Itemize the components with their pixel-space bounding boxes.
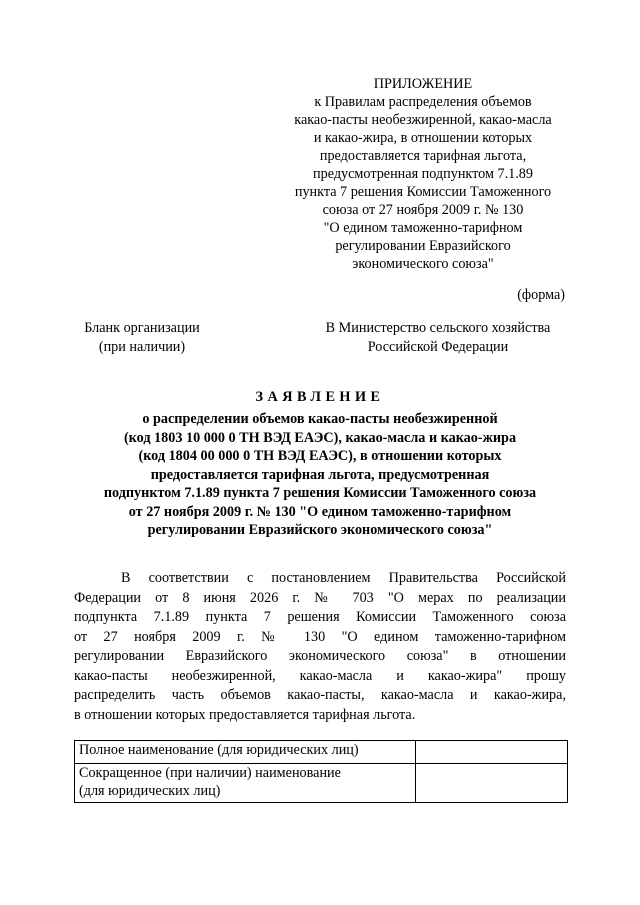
body-line: подпункта 7.1.89 пункта 7 решения Комиссии Таможенного союза: [74, 609, 566, 625]
organization-line: (при наличии): [98, 339, 186, 355]
table-label-cell: [75, 764, 416, 803]
table-label-line: (для юридических лиц): [79, 783, 221, 799]
body-line: от 27 ноября 2009 г. № 130 "О едином таможенно-тарифном: [74, 628, 566, 645]
applicant-info-table: [74, 740, 568, 803]
appendix-line: к Правилам распределения объемов: [314, 94, 532, 110]
appendix-line: регулировании Евразийского: [335, 238, 511, 254]
body-line: какао-пасты необезжиренной, какао-масла и какао-жира" прошу: [74, 667, 566, 684]
ministry-line: Российской Федерации: [367, 339, 509, 355]
table-label-line: Полное наименование (для юридических лиц): [79, 742, 359, 758]
subtitle-line: от 27 ноября 2009 г. № 130 "О едином таможенно-тарифном: [128, 503, 512, 520]
appendix-header: [270, 75, 576, 273]
form-label: (форма): [517, 287, 565, 303]
table-row: [75, 741, 568, 764]
subtitle-line: регулировании Евразийского экономического союза": [147, 522, 493, 538]
organization-line: Бланк организации: [84, 320, 200, 336]
appendix-line: "О едином таможенно-тарифном: [323, 220, 523, 236]
body-line: В соответствии с постановлением Правительства Российской: [121, 570, 566, 586]
appendix-line: пункта 7 решения Комиссии Таможенного: [294, 184, 552, 200]
subtitle-line: предоставляется тарифная льгота, предусмотренная: [150, 466, 490, 483]
document-title: ЗАЯВЛЕНИЕ: [255, 389, 385, 405]
body-line: Федерации от 8 июня 2026 г. № 703 "О мерах по реализации: [74, 589, 566, 606]
appendix-line: и какао-жира, в отношении которых: [313, 130, 533, 146]
body-line: в отношении которых предоставляется тарифная льгота.: [74, 706, 416, 723]
full-name-field[interactable]: [416, 741, 568, 764]
organization-letterhead: [62, 319, 222, 357]
body-line: регулировании Евразийского экономического союза" в отношении: [74, 648, 566, 664]
appendix-line: ПРИЛОЖЕНИЕ: [373, 76, 473, 92]
body-paragraph: [74, 569, 566, 725]
document-subtitle: [60, 410, 580, 540]
body-line: распределить часть объемов какао-пасты, какао-масла и какао-жира,: [74, 687, 566, 703]
subtitle-line: о распределении объемов какао-пасты необезжиренной: [142, 411, 498, 427]
ministry-addressee: [300, 319, 576, 357]
table-row: [75, 764, 568, 803]
subtitle-line: (код 1804 00 000 0 ТН ВЭД ЕАЭС), в отношении которых: [138, 448, 502, 464]
appendix-line: союза от 27 ноября 2009 г. № 130: [322, 202, 524, 218]
ministry-line: В Министерство сельского хозяйства: [325, 320, 551, 336]
appendix-line: предусмотренная подпунктом 7.1.89: [313, 166, 533, 182]
appendix-line: какао-пасты необезжиренной, какао-масла: [294, 112, 552, 128]
subtitle-line: (код 1803 10 000 0 ТН ВЭД ЕАЭС), какао-масла и какао-жира: [123, 429, 517, 446]
table-label-line: Сокращенное (при наличии) наименование: [79, 765, 341, 781]
subtitle-line: подпунктом 7.1.89 пункта 7 решения Комиссии Таможенного союза: [103, 485, 537, 501]
table-label-cell: [75, 741, 416, 764]
appendix-line: предоставляется тарифная льгота,: [319, 148, 527, 164]
short-name-field[interactable]: [416, 764, 568, 803]
appendix-line: экономического союза": [352, 256, 494, 272]
